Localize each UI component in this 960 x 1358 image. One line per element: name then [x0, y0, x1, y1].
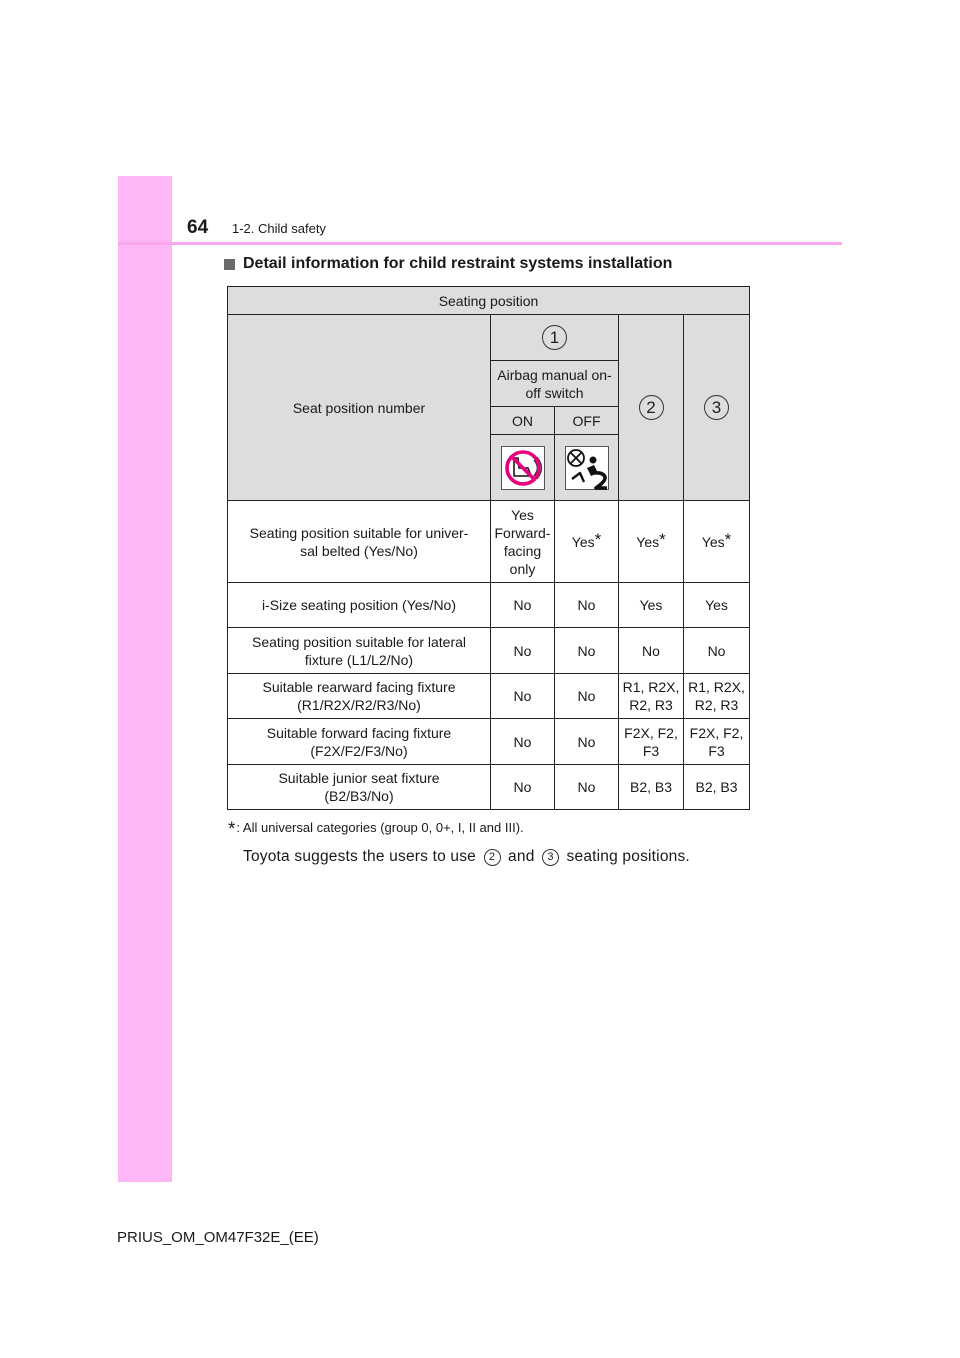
cell-seat-3 — [684, 501, 750, 583]
cell-seat-2: Yes — [619, 583, 684, 628]
cell-off: No — [555, 765, 619, 810]
row-label — [228, 674, 491, 719]
section-heading — [224, 255, 672, 273]
page-number: 64 — [187, 217, 209, 238]
cell-value: Yes — [701, 533, 725, 550]
seat-1-header — [491, 315, 619, 361]
cell-seat-3: Yes — [684, 583, 750, 628]
row-label-line: Suitable junior seat fixture — [278, 770, 440, 786]
cell-value: Yes — [636, 533, 660, 550]
footnote-marker: * — [724, 529, 732, 549]
side-tab-bar — [118, 176, 172, 1182]
cell-off — [555, 501, 619, 583]
seat-position-number-label: Seat position number — [228, 315, 491, 501]
table-row — [228, 719, 750, 765]
passenger-airbag-off-icon — [565, 446, 609, 490]
cell-line: F3 — [708, 742, 725, 759]
row-label-line: Suitable forward facing fixture — [266, 724, 452, 741]
footer-document-code: PRIUS_OM_OM47F32E_(EE) — [117, 1229, 319, 1246]
table-row — [228, 583, 750, 628]
off-icon-cell — [555, 435, 619, 501]
airbag-switch-label: Airbag manual on-off switch — [491, 361, 619, 407]
footnote-marker: * — [659, 529, 666, 549]
cell-line: F2X, F2, — [624, 724, 678, 741]
header-rule — [118, 242, 842, 245]
cell-seat-2: No — [619, 628, 684, 674]
cell-seat-3: No — [684, 628, 750, 674]
seating-position-header: Seating position — [228, 287, 750, 315]
cell-on — [491, 501, 555, 583]
cell-seat-2 — [619, 501, 684, 583]
table-row — [228, 501, 750, 583]
footnote-text: : All universal categories (group 0, 0+, I, II and III). — [236, 820, 524, 835]
heading-text: Detail information for child restraint systems installation — [243, 255, 673, 272]
cell-on: No — [491, 674, 555, 719]
row-label — [228, 765, 491, 810]
row-label-line: Suitable rearward facing fixture — [262, 679, 456, 695]
row-label-line: Seating position suitable for lateral — [251, 633, 467, 650]
cell-on: No — [491, 628, 555, 674]
row-label-line: Seating position suitable for univer- — [249, 524, 469, 541]
cell-line: facing — [503, 542, 542, 559]
table-header-row — [228, 287, 750, 315]
seat-number-1: 1 — [542, 325, 567, 350]
cell-off: No — [555, 719, 619, 765]
table-row — [228, 765, 750, 810]
cell-seat-2: B2, B3 — [619, 765, 684, 810]
cell-seat-3 — [684, 719, 750, 765]
table-row — [228, 628, 750, 674]
cell-seat-2 — [619, 719, 684, 765]
row-label: i-Size seating position (Yes/No) — [228, 583, 491, 628]
cell-off: No — [555, 674, 619, 719]
cell-seat-3: B2, B3 — [684, 765, 750, 810]
cell-line: R2, R3 — [694, 697, 739, 713]
heading-square-bullet-icon — [224, 259, 235, 270]
cell-value: Yes — [571, 533, 595, 550]
row-label-line: (B2/B3/No) — [324, 788, 394, 804]
cell-line: only — [509, 560, 536, 577]
seating-suggestion — [243, 848, 690, 866]
row-label-line: (F2X/F2/F3/No) — [310, 742, 408, 759]
suggestion-text: and — [508, 848, 535, 865]
row-label — [228, 719, 491, 765]
footnote — [228, 819, 524, 841]
section-label: 1-2. Child safety — [232, 221, 326, 236]
seat-number-2-inline: 2 — [484, 849, 501, 866]
seat-number-3-inline: 3 — [542, 849, 559, 866]
seat-3-header — [684, 315, 750, 501]
switch-off-label: OFF — [555, 407, 619, 435]
row-label — [228, 501, 491, 583]
row-label-line: fixture (L1/L2/No) — [304, 651, 414, 668]
suggestion-text: seating positions. — [566, 848, 690, 865]
table-header-row — [228, 315, 750, 361]
footnote-marker: * — [594, 529, 602, 549]
footnote-star: * — [228, 819, 236, 840]
switch-on-label: ON — [491, 407, 555, 435]
seat-number-2: 2 — [639, 395, 664, 420]
cell-off: No — [555, 583, 619, 628]
cell-line: F3 — [642, 742, 660, 759]
row-label — [228, 628, 491, 674]
cell-line: R1, R2X, — [622, 679, 680, 695]
cell-line: R2, R3 — [629, 697, 673, 713]
cell-seat-2 — [619, 674, 684, 719]
table-row — [228, 674, 750, 719]
cell-on: No — [491, 719, 555, 765]
cell-on: No — [491, 765, 555, 810]
suggestion-text: Toyota suggests the users to use — [243, 848, 477, 865]
cell-seat-3 — [684, 674, 750, 719]
cell-line: Forward- — [494, 524, 551, 541]
seat-2-header — [619, 315, 684, 501]
cell-line: R1, R2X, — [688, 679, 745, 695]
child-seat-prohibited-icon — [501, 446, 545, 490]
cell-off: No — [555, 628, 619, 674]
cell-line: Yes — [511, 506, 534, 523]
child-restraint-table — [227, 286, 750, 810]
cell-line: F2X, F2, — [689, 724, 744, 741]
row-label-line: (R1/R2X/R2/R3/No) — [297, 697, 421, 713]
cell-on: No — [491, 583, 555, 628]
seat-number-3: 3 — [704, 395, 729, 420]
on-icon-cell — [491, 435, 555, 501]
row-label-line: sal belted (Yes/No) — [300, 542, 418, 559]
